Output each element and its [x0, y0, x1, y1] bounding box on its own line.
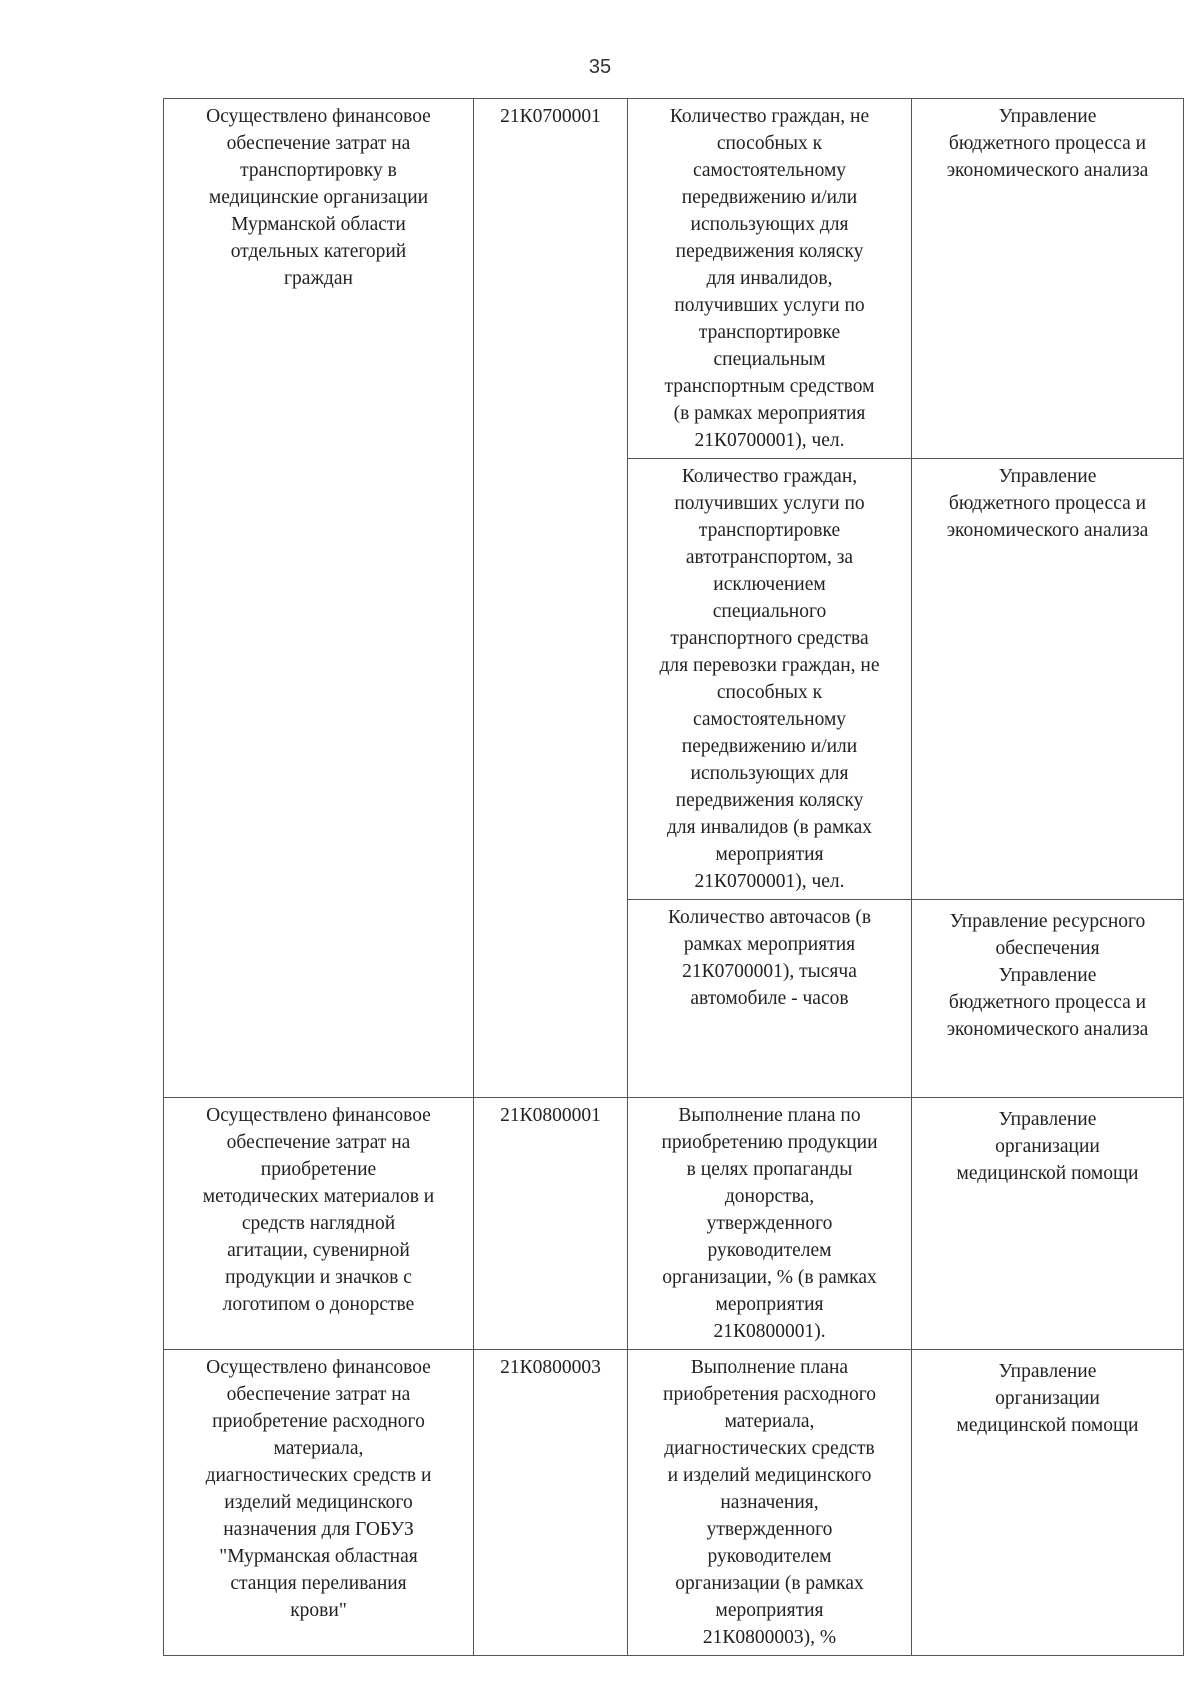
indicator-cell: Выполнение плана по приобретению продукции в целях пропаганды донорства, утвержденного руководителем организации, % (в рамках мероприятия 21К0800001). [628, 1098, 912, 1350]
responsible-cell: Управление организации медицинской помощи [912, 1098, 1184, 1350]
responsible-cell: Управление ресурсного обеспечения Управление бюджетного процесса и экономического анализа [912, 900, 1184, 1098]
responsible-cell: Управление бюджетного процесса и экономического анализа [912, 459, 1184, 900]
page-number: 35 [588, 56, 612, 78]
table-row [164, 1350, 1184, 1656]
events-table [163, 98, 1184, 1656]
indicator-cell: Количество авточасов (в рамках мероприятия 21К0700001), тысяча автомобиле - часов [628, 900, 912, 1098]
event-cell: Осуществлено финансовое обеспечение затрат на приобретение методических материалов и средств наглядной агитации, сувенирной продукции и значков с логотипом о донорстве [164, 1098, 474, 1350]
indicator-cell: Количество граждан, получивших услуги по транспортировке автотранспортом, за исключением специального транспортного средства для перевозки граждан, не способных к самостоятельному передвижению и/или использующих для передвижения коляску для инвалидов (в рамках мероприятия 21К0700001), чел. [628, 459, 912, 900]
indicator-cell: Выполнение плана приобретения расходного материала, диагностических средств и изделий медицинского назначения, утвержденного руководителем организации (в рамках мероприятия 21К0800003), % [628, 1350, 912, 1656]
table-row [164, 99, 1184, 459]
table-row [164, 1098, 1184, 1350]
code-cell: 21К0700001 [474, 99, 628, 1098]
code-cell: 21К0800003 [474, 1350, 628, 1656]
code-cell: 21К0800001 [474, 1098, 628, 1350]
event-cell: Осуществлено финансовое обеспечение затрат на приобретение расходного материала, диагностических средств и изделий медицинского назначения для ГОБУЗ "Мурманская областная станция переливания крови" [164, 1350, 474, 1656]
event-cell: Осуществлено финансовое обеспечение затрат на транспортировку в медицинские организации Мурманской области отдельных категорий граждан [164, 99, 474, 1098]
responsible-cell: Управление бюджетного процесса и экономического анализа [912, 99, 1184, 459]
responsible-cell: Управление организации медицинской помощи [912, 1350, 1184, 1656]
indicator-cell: Количество граждан, не способных к самостоятельному передвижению и/или использующих для передвижения коляску для инвалидов, получивших услуги по транспортировке специальным транспортным средством (в рамках мероприятия 21К0700001), чел. [628, 99, 912, 459]
